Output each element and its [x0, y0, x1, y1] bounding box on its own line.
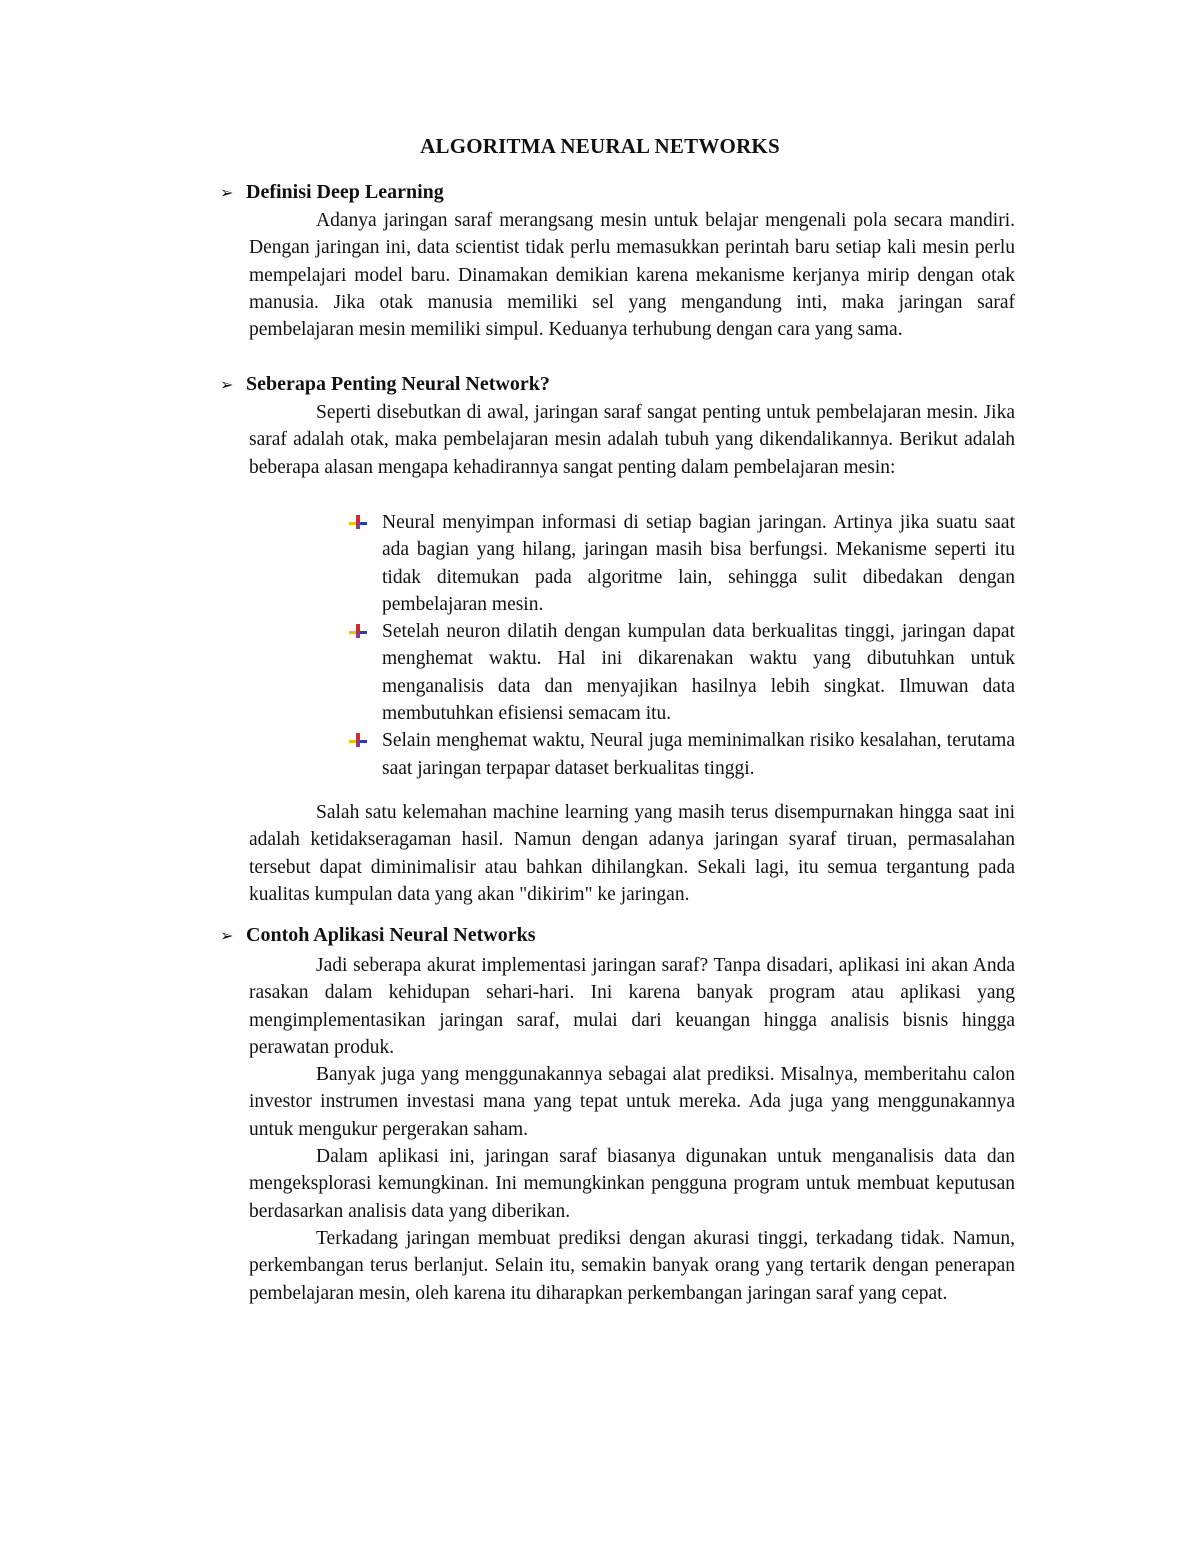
arrowhead-icon: ➢ — [220, 376, 234, 394]
four-color-cross-icon — [349, 624, 367, 638]
section-heading-label: Seberapa Penting Neural Network? — [246, 373, 550, 395]
section-heading-label: Contoh Aplikasi Neural Networks — [246, 924, 536, 946]
four-color-cross-icon — [349, 515, 367, 529]
list-item-text: Neural menyimpan informasi di setiap bagian jaringan. Artinya jika suatu saat ada bagian yang hilang, jaringan masih bisa berfungsi. Mekanisme seperti itu tidak ditemukan pada algoritme lain, sehingga sulit dibedakan dengan pembelajaran mesin. — [382, 512, 1015, 615]
list-item-text: Selain menghemat waktu, Neural juga meminimalkan risiko kesalahan, terutama saat jaringan terpapar dataset berkualitas tinggi. — [382, 730, 1015, 779]
paragraph: Adanya jaringan saraf merangsang mesin untuk belajar mengenali pola secara mandiri. Dengan jaringan ini, data scientist tidak perlu memasukkan perintah baru setiap kali mesin perlu mempelajari model baru. Dinamakan demikian karena mekanisme kerjanya mirip dengan otak manusia. Jika otak manusia memiliki sel yang mengandung inti, maka jaringan saraf pembelajaran mesin memiliki simpul. Keduanya terhubung dengan cara yang sama. — [249, 210, 1015, 341]
section-heading-definisi — [218, 181, 444, 204]
arrowhead-icon: ➢ — [220, 927, 234, 945]
paragraph: Salah satu kelemahan machine learning yang masih terus disempurnakan hingga saat ini adalah ketidakseragaman hasil. Namun dengan adanya jaringan syaraf tiruan, permasalahan tersebut dapat diminimalisir atau bahkan dihilangkan. Sekali lagi, itu semua tergantung pada kualitas kumpulan data yang akan "dikirim" ke jaringan. — [249, 802, 1015, 905]
paragraph: Seperti disebutkan di awal, jaringan saraf sangat penting untuk pembelajaran mesin. Jika saraf adalah otak, maka pembelajaran mesin adalah tubuh yang dikendalikannya. Berikut adalah beberapa alasan mengapa kehadirannya sangat penting dalam pembelajaran mesin: — [249, 402, 1015, 478]
list-item — [345, 727, 1015, 782]
section-heading-penting — [218, 373, 550, 396]
bullet-list — [345, 509, 1015, 782]
paragraph: Jadi seberapa akurat implementasi jaringan saraf? Tanpa disadari, aplikasi ini akan Anda rasakan dalam kehidupan sehari-hari. Ini karena banyak program atau aplikasi yang mengimplementasikan jaringan saraf, mulai dari keuangan hingga analisis bisnis hingga perawatan produk. — [249, 955, 1015, 1058]
paragraph: Terkadang jaringan membuat prediksi dengan akurasi tinggi, terkadang tidak. Namun, perkembangan terus berlanjut. Selain itu, semakin banyak orang yang tertarik dengan penerapan pembelajaran mesin, oleh karena itu diharapkan perkembangan jaringan saraf yang cepat. — [249, 1228, 1015, 1304]
document-title: ALGORITMA NEURAL NETWORKS — [420, 134, 780, 158]
list-item — [345, 618, 1015, 727]
section-heading-contoh — [218, 924, 535, 947]
arrowhead-icon: ➢ — [220, 184, 234, 202]
four-color-cross-icon — [349, 733, 367, 747]
paragraph: Dalam aplikasi ini, jaringan saraf biasanya digunakan untuk menganalisis data dan mengeksplorasi kemungkinan. Ini memungkinkan pengguna program untuk membuat keputusan berdasarkan analisis data yang diberikan. — [249, 1146, 1015, 1222]
paragraph: Banyak juga yang menggunakannya sebagai alat prediksi. Misalnya, memberitahu calon investor instrumen investasi mana yang tepat untuk mereka. Ada juga yang menggunakannya untuk mengukur pergerakan saham. — [249, 1064, 1015, 1140]
section-heading-label: Definisi Deep Learning — [246, 181, 444, 203]
list-item-text: Setelah neuron dilatih dengan kumpulan data berkualitas tinggi, jaringan dapat menghemat waktu. Hal ini dikarenakan waktu yang dibutuhkan untuk menganalisis data dan menyajikan hasilnya lebih singkat. Ilmuwan data membutuhkan efisiensi semacam itu. — [382, 621, 1015, 725]
list-item — [345, 509, 1015, 618]
